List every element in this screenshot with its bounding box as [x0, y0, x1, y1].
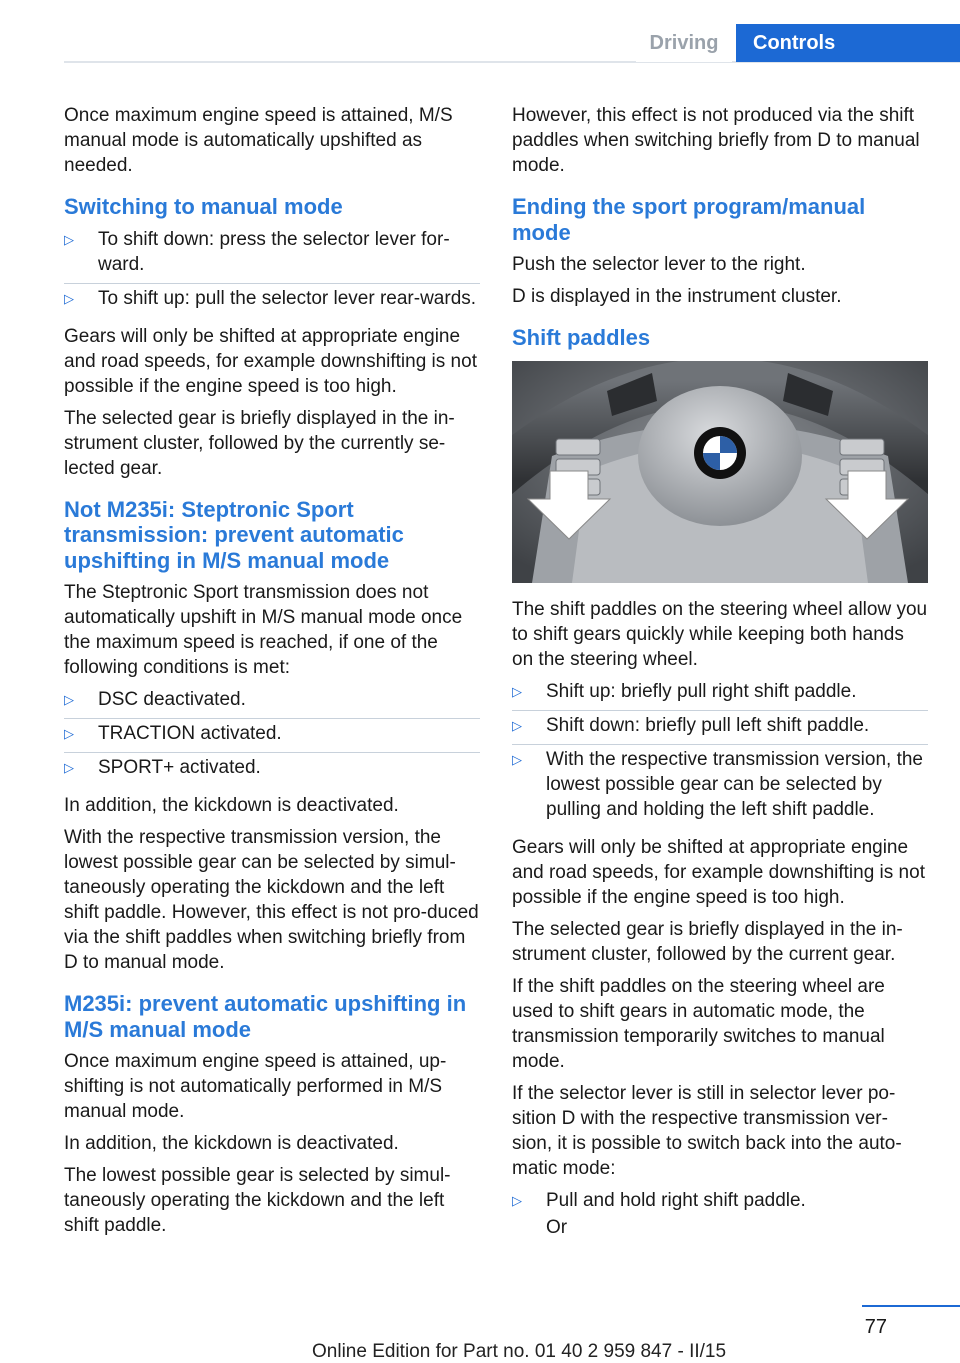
paragraph: The selected gear is briefly displayed in the in‐strument cluster, followed by the currently se‐lected gear. — [64, 407, 455, 479]
left-column — [64, 103, 480, 1245]
triangle-right-icon: ▷ — [512, 717, 522, 733]
list-item: ▷ TRACTION activated. — [64, 721, 480, 753]
paragraph: D is displayed in the instrument cluster. — [512, 286, 842, 307]
footer-rule — [862, 1305, 960, 1307]
paragraph: The shift paddles on the steering wheel allow you to shift gears quickly while keeping both hands on the steering wheel. — [512, 598, 928, 670]
paddles-list — [512, 679, 928, 828]
list-item: ▷ SPORT+ activated. — [64, 757, 261, 778]
list-item: ▷ Pull and hold right shift paddle. Or — [512, 1188, 928, 1246]
paragraph: With the respective transmission version, the lowest possible gear can be selected by simul‐taneously operating the kickdown and the left shift paddle. However, this effect is not pro‐duced via the shift paddles when switching briefly from D to manual mode. — [64, 827, 479, 973]
list-item: ▷ Shift up: briefly pull right shift paddle. — [512, 679, 928, 711]
paragraph: If the shift paddles on the steering wheel are used to shift gears in automatic mode, the transmission temporarily switches to manual mode. — [512, 975, 885, 1072]
paragraph: Once maximum engine speed is attained, up‐shifting is not automatically performed in M/S manual mode. — [64, 1051, 447, 1122]
paragraph: Push the selector lever to the right. — [512, 254, 806, 275]
triangle-right-icon: ▷ — [64, 231, 74, 247]
triangle-right-icon: ▷ — [64, 290, 74, 306]
list-item: ▷ Shift down: briefly pull left shift paddle. — [512, 713, 928, 745]
paragraph: In addition, the kickdown is deactivated. — [64, 795, 399, 816]
triangle-right-icon: ▷ — [64, 726, 74, 741]
triangle-right-icon: ▷ — [512, 751, 522, 767]
paragraph: Once maximum engine speed is attained, M/S manual mode is automatically upshifted as needed. — [64, 105, 453, 176]
conditions-list — [64, 687, 480, 786]
paragraph: However, this effect is not produced via the shift paddles when switching briefly from D to manual mode. — [512, 105, 920, 176]
list-item: ▷ To shift up: pull the selector lever rear‐wards. — [64, 287, 477, 309]
paragraph: The lowest possible gear is selected by simul‐taneously operating the kickdown and the left shift paddle. — [64, 1165, 451, 1236]
heading-shift-paddles: Shift paddles — [512, 325, 651, 350]
paragraph: Gears will only be shifted at appropriate engine and road speeds, for example downshifting is not possible if the engine speed is too high. — [64, 325, 477, 397]
auto-mode-list — [512, 1188, 928, 1246]
paragraph: The selected gear is briefly displayed in the in‐strument cluster, followed by the current gear. — [512, 918, 903, 965]
list-item: ▷ DSC deactivated. — [64, 687, 480, 719]
triangle-right-icon: ▷ — [512, 683, 522, 699]
triangle-right-icon: ▷ — [512, 1192, 522, 1208]
switch-list — [64, 227, 480, 317]
or-text: Or — [546, 1216, 568, 1238]
online-edition: Online Edition for Part no. 01 40 2 959 847 - II/15 — [312, 1341, 727, 1362]
paragraph: In addition, the kickdown is deactivated. — [64, 1133, 399, 1154]
steering-wheel-image — [512, 361, 928, 583]
heading-ending-sport: Ending the sport program/manual mode — [512, 194, 866, 245]
triangle-right-icon: ▷ — [64, 692, 74, 707]
header-section-driving: Driving — [636, 24, 732, 62]
heading-m235i: M235i: prevent automatic upshifting in M/S manual mode — [64, 991, 467, 1042]
paragraph: Gears will only be shifted at appropriate engine and road speeds, for example downshifting is not possible if the engine speed is too high. — [512, 836, 925, 908]
list-item: ▷ To shift down: press the selector lever for‐ward. — [64, 227, 480, 284]
triangle-right-icon: ▷ — [64, 760, 74, 775]
list-item: ▷ With the respective transmission version, the lowest possible gear can be selected by pulling and holding the left shift paddle. — [512, 748, 923, 820]
paragraph: If the selector lever is still in selector lever po‐sition D with the respective transmission ver‐sion, it is possible to switch back into the auto‐matic mode: — [512, 1082, 902, 1179]
heading-switching-manual: Switching to manual mode — [64, 194, 343, 219]
paragraph: The Steptronic Sport transmission does not automatically upshift in M/S manual mode once the maximum speed is reached, if one of the following conditions is met: — [64, 582, 463, 678]
page-number: 77 — [864, 1316, 887, 1338]
header-chapter-controls: Controls — [736, 24, 960, 62]
heading-not-m235i: Not M235i: Steptronic Sport transmission: prevent automatic upshifting in M/S manual mode — [64, 496, 404, 573]
right-column — [512, 103, 928, 1253]
